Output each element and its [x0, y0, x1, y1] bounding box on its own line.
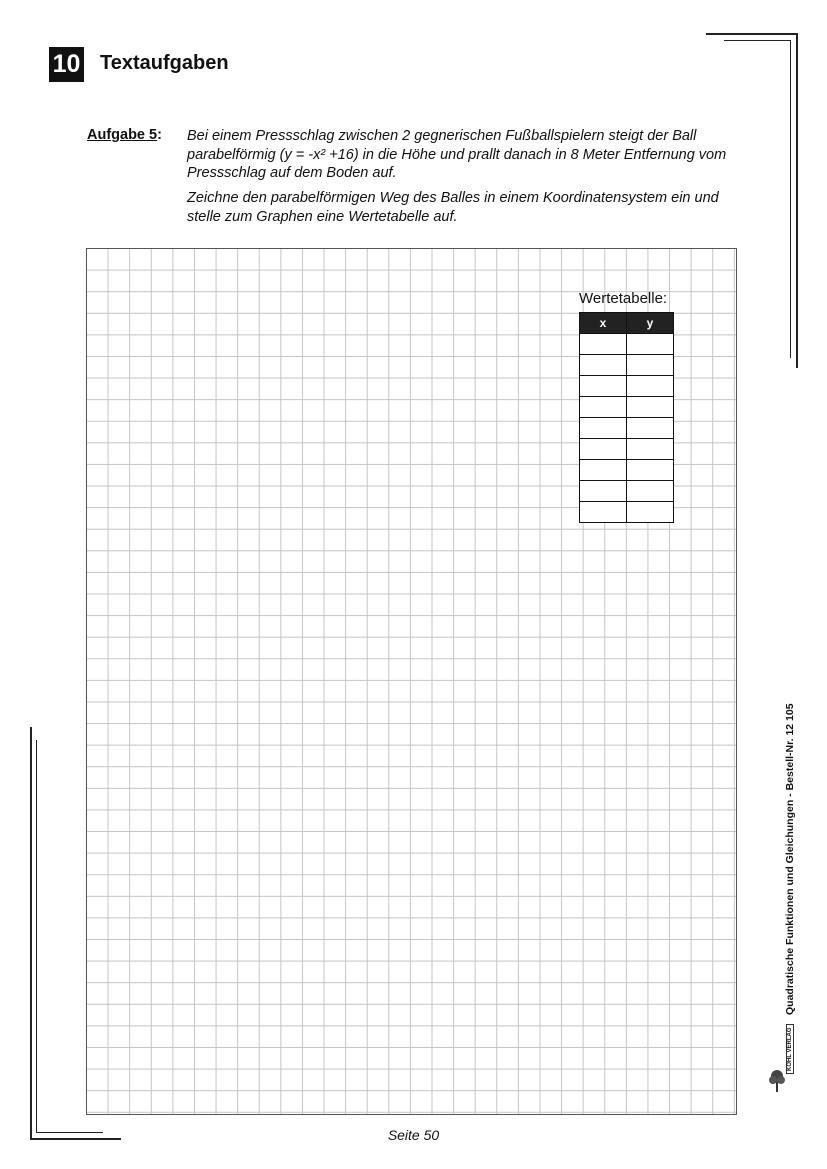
value-table-cell-x[interactable]	[580, 376, 627, 397]
value-table-cell-x[interactable]	[580, 481, 627, 502]
value-table-cell-y[interactable]	[627, 397, 674, 418]
value-table-row	[580, 355, 674, 376]
value-table-row	[580, 460, 674, 481]
frame-corner-top-right	[706, 33, 797, 35]
chapter-number: 10	[49, 47, 84, 82]
value-table-cell-x[interactable]	[580, 397, 627, 418]
page-number: Seite 50	[387, 1127, 440, 1143]
value-table-row	[580, 334, 674, 355]
value-table-cell-y[interactable]	[627, 334, 674, 355]
value-table-row	[580, 439, 674, 460]
value-table-cell-x[interactable]	[580, 460, 627, 481]
task-label-colon: :	[157, 127, 162, 143]
value-table-row	[580, 481, 674, 502]
value-table-cell-y[interactable]	[627, 460, 674, 481]
value-table-cell-x[interactable]	[580, 418, 627, 439]
value-table-cell-x[interactable]	[580, 502, 627, 523]
frame-corner-bottom-left	[30, 727, 32, 1139]
value-table-cell-y[interactable]	[627, 502, 674, 523]
value-table	[579, 312, 674, 523]
frame-corner-top-right	[790, 40, 791, 358]
publisher-tree-icon	[768, 1068, 786, 1094]
task-description: Bei einem Pressschlag zwischen 2 gegnerischen Fußballspielern steigt der Ball parabelförmig (y = -x² +16) in die Höhe und prallt danach in 8 Meter Entfernung vom Pressschlag auf dem Boden auf.	[187, 128, 727, 181]
frame-corner-top-right	[796, 33, 798, 368]
frame-corner-bottom-left	[36, 740, 37, 1133]
value-table-cell-y[interactable]	[627, 481, 674, 502]
value-table-header-x: x	[580, 313, 627, 334]
value-table-label: Wertetabelle:	[579, 290, 668, 307]
value-table-row	[580, 418, 674, 439]
value-table-header-y: y	[627, 313, 674, 334]
value-table-cell-y[interactable]	[627, 355, 674, 376]
value-table-cell-y[interactable]	[627, 418, 674, 439]
value-table-cell-x[interactable]	[580, 334, 627, 355]
task-instruction: Zeichne den parabelförmigen Weg des Balles in einem Koordinatensystem ein und stelle zum Graphen eine Wertetabelle auf.	[187, 190, 719, 225]
value-table-cell-x[interactable]	[580, 439, 627, 460]
value-table-row	[580, 376, 674, 397]
value-table-cell-y[interactable]	[627, 376, 674, 397]
chapter-title: Textaufgaben	[100, 52, 229, 74]
value-table-row	[580, 397, 674, 418]
book-title-side-text: Quadratische Funktionen und Gleichungen - Bestell-Nr. 12 105	[784, 703, 796, 1015]
value-table-cell-y[interactable]	[627, 439, 674, 460]
value-table-cell-x[interactable]	[580, 355, 627, 376]
frame-corner-top-right	[724, 40, 791, 41]
task-label	[87, 127, 162, 143]
value-table-row	[580, 502, 674, 523]
publisher-logo: KOHL VERLAG	[786, 1024, 794, 1074]
task-label-text: Aufgabe 5	[87, 127, 158, 143]
